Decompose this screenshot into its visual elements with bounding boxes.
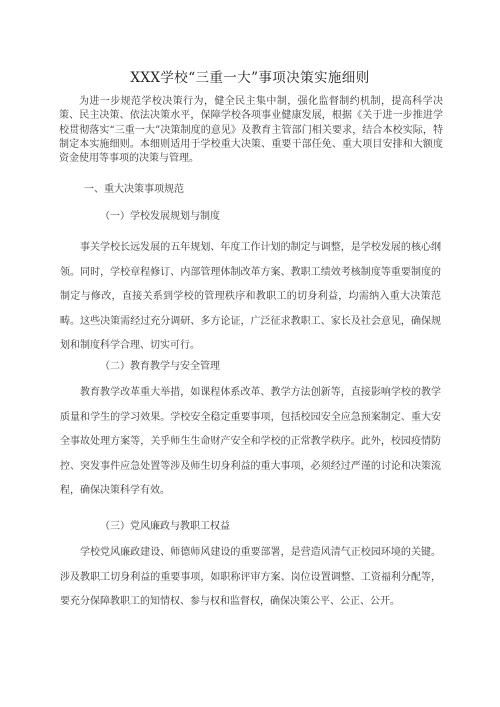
subsection-body-1: 事关学校长远发展的五年规划、年度工作计划的制定与调整，是学校发展的核心纲领。同时，学校章程修订、内部管理体制改革方案、教职工绩效考核制度等重要制度的制定与修改，直接关系到学校的管理秩序和教职工的切身利益，均需纳入重大决策范畴。这些决策需经过充分调研、多方论证，广泛征求教职工、家长及社会意见，确保规划和制度科学合理、切实可行。 [60,242,441,351]
document-title: XXX学校“三重一大”事项决策实施细则 [130,70,370,86]
section-heading-1: 一、重大决策事项规范 [84,184,184,195]
intro-paragraph: 为进一步规范学校决策行为，健全民主集中制，强化监督制约机制，提高科学决策、民主决策、依法决策水平，保障学校各项事业健康发展，根据《关于进一步推进学校贯彻落实“三重一大”决策制度的意见》及教育主管部门相关要求，结合本校实际，特制定本实施细则。本细则适用于学校重大决策、重要干部任免、重大项目安排和大额度资金使用等事项的决策与管理。 [59,96,443,165]
subsection-heading-3: （三）党风廉政与教职工权益 [100,521,230,532]
subsection-body-2: 教育教学改革重大举措，如课程体系改革、教学方法创新等，直接影响学校的教学质量和学生的学习效果。学校安全稳定重要事项，包括校园安全应急预案制定、重大安全事故处理方案等，关乎师生生命财产安全和学校的正常教学秩序。此外，校园疫情防控、突发事件应急处置等涉及师生切身利益的重大事项，必须经过严谨的讨论和决策流程，确保决策科学有效。 [60,387,441,496]
subsection-heading-2: （二）教育教学与安全管理 [100,361,220,372]
subsection-heading-1: （一）学校发展规划与制度 [100,211,220,222]
subsection-body-3: 学校党风廉政建设、师德师风建设的重要部署，是营造风清气正校园环境的关键。涉及教职工切身利益的重要事项，如职称评审方案、岗位设置调整、工资福利分配等，要充分保障教职工的知情权、参与权和监督权，确保决策公平、公正、公开。 [60,547,441,607]
